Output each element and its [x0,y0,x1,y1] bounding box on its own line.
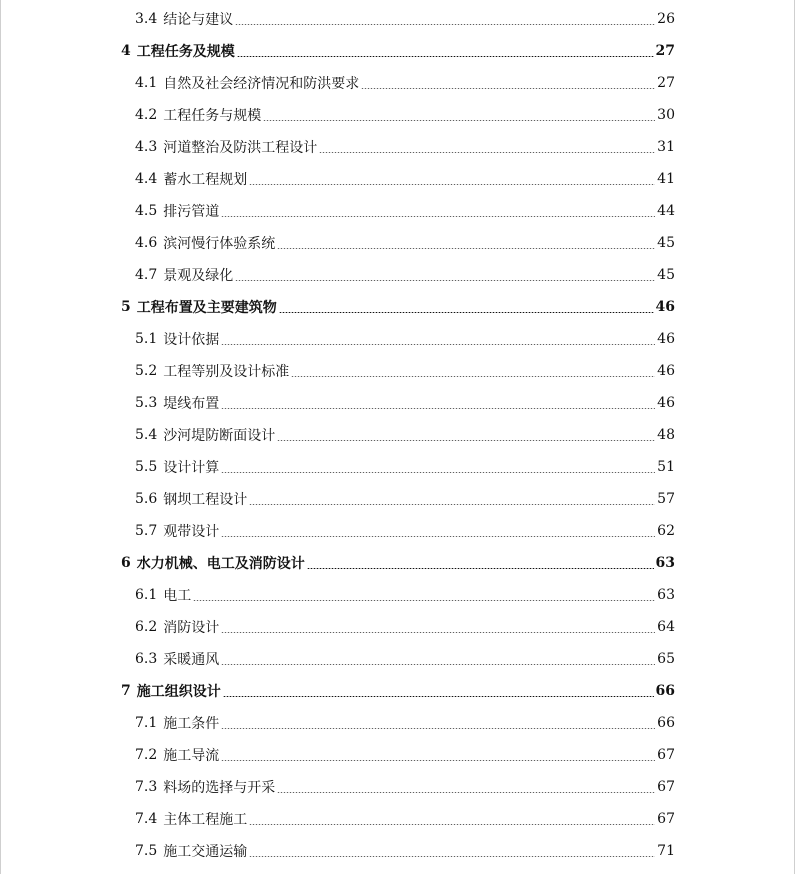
toc-section-entry[interactable] [0,483,795,515]
toc-section-entry[interactable] [0,835,795,867]
toc-chapter-entry[interactable] [0,547,795,579]
toc-entry-page-number: 27 [657,75,675,91]
toc-entry-number: 6 [121,555,131,571]
toc-section-entry[interactable] [0,323,795,355]
toc-entry-number: 4.2 [135,107,158,123]
toc-entry-title: 施工组织设计 [136,684,221,700]
toc-entry-number: 5.2 [135,363,158,379]
toc-entry-number: 5.3 [135,395,158,411]
dot-leader [221,216,655,217]
toc-entry-title: 电工 [163,588,192,604]
toc-entry-number: 4.7 [135,267,158,283]
toc-entry-page-number: 51 [657,459,675,475]
dot-leader [249,856,655,857]
dot-leader [235,280,655,281]
toc-entry-title: 结论与建议 [163,12,234,28]
toc-entry-page-number: 71 [657,843,675,859]
toc-entry-page-number: 63 [657,587,675,603]
toc-entry-page-number: 66 [657,715,675,731]
toc-entry-number: 4.4 [135,171,158,187]
toc-entry-page-number: 44 [657,203,675,219]
toc-entry-page-number: 67 [657,779,675,795]
dot-leader [221,760,655,761]
toc-entry-number: 4.3 [135,139,158,155]
toc-entry-page-number: 57 [657,491,675,507]
toc-entry-title: 排污管道 [163,204,220,220]
toc-entry-number: 3.4 [135,11,158,27]
toc-section-entry[interactable] [0,3,795,35]
toc-entry-title: 施工交通运输 [163,844,248,860]
toc-section-entry[interactable] [0,771,795,803]
toc-entry-title: 主体工程施工 [163,812,248,828]
toc-entry-page-number: 67 [657,747,675,763]
dot-leader [223,696,654,697]
dot-leader [221,632,655,633]
toc-entry-page-number: 46 [657,395,675,411]
toc-entry-page-number: 67 [657,811,675,827]
toc-entry-title: 工程任务及规模 [136,44,235,60]
toc-entry-title: 采暖通风 [163,652,220,668]
toc-entry-page-number: 66 [655,683,675,699]
toc-entry-title: 堤线布置 [163,396,220,412]
toc-entry-page-number: 45 [657,235,675,251]
dot-leader [221,408,655,409]
toc-chapter-entry[interactable] [0,675,795,707]
toc-entry-title: 消防设计 [163,620,220,636]
toc-section-entry[interactable] [0,579,795,611]
toc-entry-page-number: 62 [657,523,675,539]
dot-leader [221,472,655,473]
toc-entry-title: 施工导流 [163,748,220,764]
toc-entry-page-number: 46 [657,363,675,379]
toc-entry-title: 设计计算 [163,460,220,476]
dot-leader [319,152,655,153]
toc-entry-number: 4.1 [135,75,158,91]
toc-entry-page-number: 65 [657,651,675,667]
toc-entry-page-number: 46 [655,299,675,315]
toc-section-entry[interactable] [0,739,795,771]
dot-leader [361,88,655,89]
dot-leader [221,664,655,665]
dot-leader [221,344,655,345]
toc-entry-number: 7.3 [135,779,158,795]
dot-leader [307,568,654,569]
toc-entry-number: 7.2 [135,747,158,763]
toc-entry-title: 工程等别及设计标准 [163,364,290,380]
toc-entry-number: 4.6 [135,235,158,251]
toc-entry-number: 5.7 [135,523,158,539]
toc-entry-title: 设计依据 [163,332,220,348]
toc-entry-page-number: 26 [657,11,675,27]
dot-leader [277,440,655,441]
toc-entry-number: 4 [121,43,131,59]
toc-entry-number: 6.3 [135,651,158,667]
toc-section-entry[interactable] [0,163,795,195]
toc-entry-title: 景观及绿化 [163,268,234,284]
toc-entry-number: 6.2 [135,619,158,635]
toc-section-entry[interactable] [0,387,795,419]
toc-chapter-entry[interactable] [0,291,795,323]
toc-section-entry[interactable] [0,227,795,259]
toc-entry-title: 沙河堤防断面设计 [163,428,276,444]
toc-section-entry[interactable] [0,259,795,291]
toc-entry-number: 5.6 [135,491,158,507]
toc-entry-number: 5.1 [135,331,158,347]
toc-entry-title: 钢坝工程设计 [163,492,248,508]
toc-entry-title: 河道整治及防洪工程设计 [163,140,318,156]
toc-entry-page-number: 64 [657,619,675,635]
toc-section-entry[interactable] [0,643,795,675]
toc-entry-number: 5.4 [135,427,158,443]
toc-entry-title: 自然及社会经济情况和防洪要求 [163,76,360,92]
toc-entry-number: 7.4 [135,811,158,827]
table-of-contents [0,3,795,867]
toc-section-entry[interactable] [0,803,795,835]
toc-entry-title: 滨河慢行体验系统 [163,236,276,252]
toc-section-entry[interactable] [0,131,795,163]
toc-section-entry[interactable] [0,451,795,483]
toc-entry-title: 蓄水工程规划 [163,172,248,188]
dot-leader [279,312,654,313]
toc-entry-page-number: 31 [657,139,675,155]
toc-section-entry[interactable] [0,99,795,131]
dot-leader [291,376,655,377]
toc-entry-number: 7.5 [135,843,158,859]
toc-entry-number: 7.1 [135,715,158,731]
toc-entry-title: 工程任务与规模 [163,108,262,124]
dot-leader [221,728,655,729]
dot-leader [249,824,655,825]
dot-leader [249,184,655,185]
toc-entry-page-number: 46 [657,331,675,347]
toc-entry-page-number: 63 [655,555,675,571]
toc-section-entry[interactable] [0,355,795,387]
toc-section-entry[interactable] [0,515,795,547]
toc-entry-number: 6.1 [135,587,158,603]
dot-leader [249,504,655,505]
toc-entry-title: 水力机械、电工及消防设计 [136,556,305,572]
toc-entry-title: 料场的选择与开采 [163,780,276,796]
dot-leader [237,56,654,57]
toc-section-entry[interactable] [0,611,795,643]
toc-entry-number: 4.5 [135,203,158,219]
toc-entry-number: 5.5 [135,459,158,475]
toc-entry-title: 工程布置及主要建筑物 [136,300,277,316]
toc-section-entry[interactable] [0,419,795,451]
toc-section-entry[interactable] [0,707,795,739]
toc-entry-number: 7 [121,683,131,699]
dot-leader [263,120,655,121]
toc-entry-title: 观带设计 [163,524,220,540]
toc-entry-number: 5 [121,299,131,315]
toc-section-entry[interactable] [0,195,795,227]
toc-entry-title: 施工条件 [163,716,220,732]
toc-entry-page-number: 41 [657,171,675,187]
toc-chapter-entry[interactable] [0,35,795,67]
toc-entry-page-number: 30 [657,107,675,123]
toc-entry-page-number: 48 [657,427,675,443]
dot-leader [277,248,655,249]
toc-section-entry[interactable] [0,67,795,99]
dot-leader [193,600,655,601]
dot-leader [277,792,655,793]
dot-leader [235,24,655,25]
dot-leader [221,536,655,537]
toc-entry-page-number: 27 [655,43,675,59]
toc-entry-page-number: 45 [657,267,675,283]
